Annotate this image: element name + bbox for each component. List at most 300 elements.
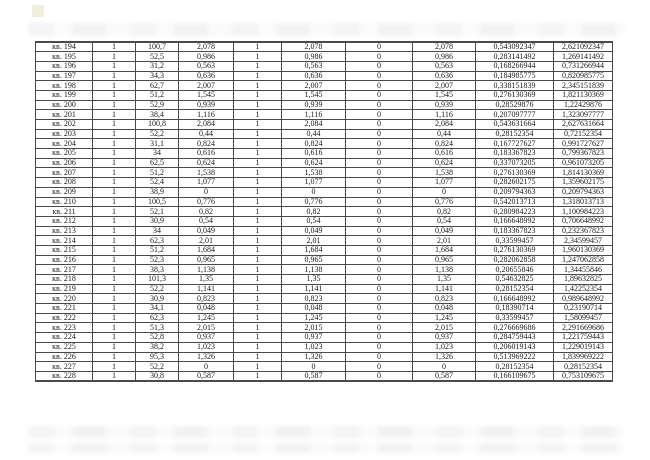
table-cell: 0 bbox=[346, 371, 413, 381]
table-row bbox=[36, 236, 613, 246]
table-cell: 1,141 bbox=[282, 284, 346, 294]
table-cell: 2,007 bbox=[413, 81, 476, 91]
table-cell: 0,44 bbox=[413, 129, 476, 139]
table-cell: 1,138 bbox=[282, 265, 346, 275]
table-cell: 1,545 bbox=[179, 90, 234, 100]
table-cell: 0,284759443 bbox=[476, 333, 554, 343]
table-cell: 0,54 bbox=[179, 216, 234, 226]
table-cell: 1 bbox=[234, 333, 282, 343]
table-cell: 1,023 bbox=[282, 342, 346, 352]
table-cell: 1,326 bbox=[282, 352, 346, 362]
table-cell: 0,338151839 bbox=[476, 81, 554, 91]
table-cell: 1 bbox=[93, 178, 136, 188]
table-cell: 0,636 bbox=[413, 71, 476, 81]
table-cell: 1 bbox=[234, 129, 282, 139]
table-cell: 1,023 bbox=[413, 342, 476, 352]
table-row bbox=[36, 52, 613, 62]
table-cell: 52,8 bbox=[136, 333, 179, 343]
table-cell: 38,2 bbox=[136, 342, 179, 352]
table-row bbox=[36, 371, 613, 381]
table-cell: 1 bbox=[93, 81, 136, 91]
table-cell: 0,048 bbox=[282, 304, 346, 314]
table-cell: 0,543631664 bbox=[476, 120, 554, 130]
table-cell: 0,54 bbox=[282, 216, 346, 226]
table-cell: 1 bbox=[234, 207, 282, 217]
table-cell: 1 bbox=[93, 120, 136, 130]
row-label: кв. 198 bbox=[36, 81, 93, 91]
table-cell: 0,587 bbox=[413, 371, 476, 381]
table-cell: 0 bbox=[346, 304, 413, 314]
table-cell: 0,167727627 bbox=[476, 139, 554, 149]
table-cell: 1 bbox=[234, 236, 282, 246]
table-cell: 0,209794363 bbox=[476, 187, 554, 197]
table-cell: 0,283141492 bbox=[476, 52, 554, 62]
table-row bbox=[36, 158, 613, 168]
table-cell: 0,049 bbox=[282, 226, 346, 236]
apartments-table bbox=[35, 41, 613, 382]
table-row bbox=[36, 129, 613, 139]
table-cell: 0,276669686 bbox=[476, 323, 554, 333]
table-cell: 0,937 bbox=[179, 333, 234, 343]
table-cell: 62,7 bbox=[136, 81, 179, 91]
table-cell: 1 bbox=[234, 168, 282, 178]
table-cell: 0,184985775 bbox=[476, 71, 554, 81]
table-cell: 0 bbox=[346, 110, 413, 120]
table-cell: 0,168266944 bbox=[476, 61, 554, 71]
table-row bbox=[36, 275, 613, 285]
table-cell: 30,9 bbox=[136, 216, 179, 226]
table-cell: 0 bbox=[346, 313, 413, 323]
scan-artifact-top bbox=[28, 23, 624, 36]
row-label: кв. 215 bbox=[36, 245, 93, 255]
table-cell: 0 bbox=[282, 187, 346, 197]
table-cell: 0,937 bbox=[413, 333, 476, 343]
table-cell: 0,207097777 bbox=[476, 110, 554, 120]
table-cell: 1,35 bbox=[413, 275, 476, 285]
table-cell: 0,824 bbox=[413, 139, 476, 149]
table-cell: 0,823 bbox=[179, 294, 234, 304]
table-cell: 1 bbox=[93, 71, 136, 81]
table-cell: 1,247062858 bbox=[554, 255, 613, 265]
table-cell: 0 bbox=[346, 81, 413, 91]
table-row bbox=[36, 323, 613, 333]
table-cell: 0,166109675 bbox=[476, 371, 554, 381]
table-cell: 0 bbox=[282, 362, 346, 372]
table-cell: 0 bbox=[346, 362, 413, 372]
table-cell: 1 bbox=[93, 352, 136, 362]
table-cell: 0,776 bbox=[282, 197, 346, 207]
table-cell: 1 bbox=[93, 216, 136, 226]
table-cell: 0,776 bbox=[179, 197, 234, 207]
table-cell: 1 bbox=[93, 294, 136, 304]
table-row bbox=[36, 71, 613, 81]
table-cell: 34 bbox=[136, 226, 179, 236]
table-cell: 51,2 bbox=[136, 245, 179, 255]
table-cell: 2,015 bbox=[413, 323, 476, 333]
table-cell: 2,084 bbox=[282, 120, 346, 130]
row-label: кв. 210 bbox=[36, 197, 93, 207]
table-row bbox=[36, 294, 613, 304]
table-cell: 1 bbox=[93, 284, 136, 294]
table-cell: 62,3 bbox=[136, 313, 179, 323]
table-cell: 0,616 bbox=[282, 149, 346, 159]
table-cell: 1,58099457 bbox=[554, 313, 613, 323]
row-label: кв. 197 bbox=[36, 71, 93, 81]
table-cell: 0 bbox=[346, 168, 413, 178]
table-cell: 1 bbox=[93, 168, 136, 178]
table-cell: 0,33599457 bbox=[476, 236, 554, 246]
table-cell: 1 bbox=[234, 245, 282, 255]
table-cell: 1 bbox=[93, 313, 136, 323]
table-cell: 1,89632825 bbox=[554, 275, 613, 285]
table-cell: 0,206019143 bbox=[476, 342, 554, 352]
table-cell: 1 bbox=[234, 90, 282, 100]
table-cell: 62,3 bbox=[136, 236, 179, 246]
table-cell: 31,1 bbox=[136, 139, 179, 149]
table-row bbox=[36, 139, 613, 149]
table-cell: 1 bbox=[93, 323, 136, 333]
table-cell: 0,166648992 bbox=[476, 294, 554, 304]
table-cell: 1 bbox=[93, 304, 136, 314]
table-cell: 0,624 bbox=[413, 158, 476, 168]
table-cell: 2,345151839 bbox=[554, 81, 613, 91]
table-cell: 2,015 bbox=[282, 323, 346, 333]
table-cell: 0 bbox=[346, 129, 413, 139]
table-cell: 0 bbox=[346, 342, 413, 352]
table-cell: 0,753109675 bbox=[554, 371, 613, 381]
table-row bbox=[36, 187, 613, 197]
table-cell: 0 bbox=[346, 245, 413, 255]
table-cell: 2,015 bbox=[179, 323, 234, 333]
table-cell: 1 bbox=[234, 226, 282, 236]
table-cell: 1,35 bbox=[282, 275, 346, 285]
table-cell: 0,965 bbox=[282, 255, 346, 265]
table-cell: 2,34599457 bbox=[554, 236, 613, 246]
table-cell: 0,563 bbox=[282, 61, 346, 71]
table-cell: 0,28152354 bbox=[554, 362, 613, 372]
table-cell: 0 bbox=[346, 52, 413, 62]
table-cell: 0,28152354 bbox=[476, 129, 554, 139]
row-label: кв. 214 bbox=[36, 236, 93, 246]
table-cell: 0,44 bbox=[282, 129, 346, 139]
table-cell: 1 bbox=[234, 304, 282, 314]
table-cell: 1 bbox=[234, 362, 282, 372]
table-row bbox=[36, 90, 613, 100]
table-cell: 34,3 bbox=[136, 71, 179, 81]
table-cell: 1,077 bbox=[179, 178, 234, 188]
table-cell: 2,01 bbox=[413, 236, 476, 246]
table-cell: 0 bbox=[346, 333, 413, 343]
row-label: кв. 206 bbox=[36, 158, 93, 168]
table-cell: 0 bbox=[346, 216, 413, 226]
table-cell: 0,049 bbox=[179, 226, 234, 236]
table-cell: 1,22429876 bbox=[554, 100, 613, 110]
table-cell: 1,077 bbox=[413, 178, 476, 188]
table-cell: 52,3 bbox=[136, 255, 179, 265]
table-cell: 0 bbox=[346, 178, 413, 188]
table-cell: 1 bbox=[234, 371, 282, 381]
table-cell: 51,2 bbox=[136, 90, 179, 100]
table-cell: 1 bbox=[93, 245, 136, 255]
row-label: кв. 207 bbox=[36, 168, 93, 178]
table-cell: 1,141 bbox=[413, 284, 476, 294]
table-cell: 0,183367823 bbox=[476, 149, 554, 159]
table-cell: 38,3 bbox=[136, 265, 179, 275]
table-cell: 0,824 bbox=[179, 139, 234, 149]
row-label: кв. 217 bbox=[36, 265, 93, 275]
table-row bbox=[36, 197, 613, 207]
row-label: кв. 204 bbox=[36, 139, 93, 149]
table-cell: 51,3 bbox=[136, 323, 179, 333]
table-cell: 1,35 bbox=[179, 275, 234, 285]
table-cell: 101,3 bbox=[136, 275, 179, 285]
table-cell: 1 bbox=[93, 42, 136, 52]
row-label: кв. 222 bbox=[36, 313, 93, 323]
table-cell: 0,54 bbox=[413, 216, 476, 226]
table-row bbox=[36, 265, 613, 275]
table-cell: 1 bbox=[234, 216, 282, 226]
table-cell: 0,276130369 bbox=[476, 90, 554, 100]
table-cell: 1 bbox=[93, 90, 136, 100]
table-cell: 1 bbox=[93, 275, 136, 285]
table-cell: 1,326 bbox=[413, 352, 476, 362]
table-cell: 1,116 bbox=[282, 110, 346, 120]
table-cell: 1 bbox=[93, 100, 136, 110]
table-row bbox=[36, 216, 613, 226]
table-row bbox=[36, 168, 613, 178]
table-cell: 0,824 bbox=[282, 139, 346, 149]
table-cell: 2,007 bbox=[282, 81, 346, 91]
row-label: кв. 218 bbox=[36, 275, 93, 285]
table-row bbox=[36, 304, 613, 314]
table-cell: 1,538 bbox=[413, 168, 476, 178]
table-cell: 1 bbox=[234, 342, 282, 352]
table-cell: 2,078 bbox=[413, 42, 476, 52]
table-cell: 1 bbox=[234, 81, 282, 91]
row-label: кв. 201 bbox=[36, 110, 93, 120]
row-label: кв. 205 bbox=[36, 149, 93, 159]
row-label: кв. 224 bbox=[36, 333, 93, 343]
table-cell: 1 bbox=[234, 71, 282, 81]
table-cell: 62,5 bbox=[136, 158, 179, 168]
table-row bbox=[36, 284, 613, 294]
table-cell: 0,282062858 bbox=[476, 255, 554, 265]
table-cell: 2,084 bbox=[413, 120, 476, 130]
table-cell: 0,587 bbox=[179, 371, 234, 381]
table-row bbox=[36, 42, 613, 52]
table-cell: 0 bbox=[346, 42, 413, 52]
table-row bbox=[36, 255, 613, 265]
table-cell: 0,54632825 bbox=[476, 275, 554, 285]
table-row bbox=[36, 245, 613, 255]
table-cell: 1 bbox=[93, 226, 136, 236]
table-cell: 30,9 bbox=[136, 294, 179, 304]
table-cell: 1 bbox=[234, 61, 282, 71]
table-cell: 0 bbox=[346, 139, 413, 149]
table-cell: 95,3 bbox=[136, 352, 179, 362]
table-row bbox=[36, 342, 613, 352]
table-row bbox=[36, 362, 613, 372]
table-cell: 1,359602175 bbox=[554, 178, 613, 188]
table-cell: 0,276130369 bbox=[476, 168, 554, 178]
table-cell: 1 bbox=[93, 362, 136, 372]
table-cell: 38,4 bbox=[136, 110, 179, 120]
table-cell: 1 bbox=[234, 139, 282, 149]
table-cell: 1 bbox=[234, 275, 282, 285]
table-cell: 0,986 bbox=[179, 52, 234, 62]
table-cell: 0,048 bbox=[179, 304, 234, 314]
table-cell: 1,269141492 bbox=[554, 52, 613, 62]
table-cell: 0,823 bbox=[282, 294, 346, 304]
table-cell: 0,776 bbox=[413, 197, 476, 207]
table-cell: 0,939 bbox=[179, 100, 234, 110]
table-cell: 0 bbox=[346, 226, 413, 236]
table-cell: 1 bbox=[234, 120, 282, 130]
table-cell: 0,209794363 bbox=[554, 187, 613, 197]
table-cell: 0,23190714 bbox=[554, 304, 613, 314]
row-label: кв. 228 bbox=[36, 371, 93, 381]
table-cell: 1,545 bbox=[413, 90, 476, 100]
table-cell: 0,991727627 bbox=[554, 139, 613, 149]
table-cell: 0,989648992 bbox=[554, 294, 613, 304]
table-cell: 1,684 bbox=[282, 245, 346, 255]
row-label: кв. 226 bbox=[36, 352, 93, 362]
table-cell: 0,986 bbox=[282, 52, 346, 62]
row-label: кв. 212 bbox=[36, 216, 93, 226]
table-cell: 0,049 bbox=[413, 226, 476, 236]
table-cell: 0 bbox=[413, 187, 476, 197]
table-cell: 0,706648992 bbox=[554, 216, 613, 226]
table-cell: 0 bbox=[346, 255, 413, 265]
table-cell: 0,183367823 bbox=[476, 226, 554, 236]
table-cell: 52,4 bbox=[136, 178, 179, 188]
table-cell: 1,245 bbox=[413, 313, 476, 323]
table-cell: 0,636 bbox=[282, 71, 346, 81]
table-cell: 1,538 bbox=[282, 168, 346, 178]
table-cell: 1 bbox=[234, 158, 282, 168]
table-cell: 0,965 bbox=[179, 255, 234, 265]
table-cell: 0,72152354 bbox=[554, 129, 613, 139]
table-cell: 52,5 bbox=[136, 52, 179, 62]
table-cell: 0,616 bbox=[413, 149, 476, 159]
table-cell: 2,078 bbox=[282, 42, 346, 52]
table-cell: 0,20655846 bbox=[476, 265, 554, 275]
table-row bbox=[36, 81, 613, 91]
table-cell: 0 bbox=[413, 362, 476, 372]
row-label: кв. 213 bbox=[36, 226, 93, 236]
table-cell: 0,965 bbox=[413, 255, 476, 265]
table-cell: 1 bbox=[93, 61, 136, 71]
table-cell: 100,5 bbox=[136, 197, 179, 207]
row-label: кв. 219 bbox=[36, 284, 93, 294]
table-cell: 1 bbox=[93, 342, 136, 352]
table-cell: 1 bbox=[234, 42, 282, 52]
row-label: кв. 209 bbox=[36, 187, 93, 197]
table-cell: 2,007 bbox=[179, 81, 234, 91]
table-cell: 0,276130369 bbox=[476, 245, 554, 255]
table-cell: 0,986 bbox=[413, 52, 476, 62]
table-cell: 1,245 bbox=[179, 313, 234, 323]
table-cell: 0 bbox=[346, 61, 413, 71]
table-cell: 52,2 bbox=[136, 284, 179, 294]
table-cell: 0,28152354 bbox=[476, 362, 554, 372]
row-label: кв. 225 bbox=[36, 342, 93, 352]
table-cell: 1 bbox=[234, 352, 282, 362]
table-cell: 0 bbox=[179, 362, 234, 372]
table-cell: 2,01 bbox=[179, 236, 234, 246]
table-cell: 0,616 bbox=[179, 149, 234, 159]
table-cell: 1 bbox=[234, 110, 282, 120]
table-cell: 1,545 bbox=[282, 90, 346, 100]
table-cell: 1,023 bbox=[179, 342, 234, 352]
table-cell: 0 bbox=[346, 284, 413, 294]
table-cell: 0,33599457 bbox=[476, 313, 554, 323]
table-cell: 1,100984223 bbox=[554, 207, 613, 217]
row-label: кв. 223 bbox=[36, 323, 93, 333]
table-cell: 1,138 bbox=[413, 265, 476, 275]
table-cell: 1,42252354 bbox=[554, 284, 613, 294]
table-cell: 0 bbox=[346, 149, 413, 159]
table-row bbox=[36, 352, 613, 362]
table-cell: 1,141 bbox=[179, 284, 234, 294]
row-label: кв. 199 bbox=[36, 90, 93, 100]
table-cell: 1,318013713 bbox=[554, 197, 613, 207]
table-cell: 1 bbox=[93, 207, 136, 217]
table-cell: 2,621092347 bbox=[554, 42, 613, 52]
row-label: кв. 227 bbox=[36, 362, 93, 372]
table-cell: 1,684 bbox=[413, 245, 476, 255]
table-cell: 1 bbox=[93, 110, 136, 120]
row-label: кв. 216 bbox=[36, 255, 93, 265]
row-label: кв. 202 bbox=[36, 120, 93, 130]
table-cell: 1 bbox=[93, 265, 136, 275]
table-cell: 30,8 bbox=[136, 371, 179, 381]
table-row bbox=[36, 333, 613, 343]
table-cell: 38,9 bbox=[136, 187, 179, 197]
highlight-marker bbox=[32, 5, 44, 17]
table-cell: 0 bbox=[346, 352, 413, 362]
table-cell: 0 bbox=[346, 323, 413, 333]
table-cell: 1,138 bbox=[179, 265, 234, 275]
table-cell: 0,048 bbox=[413, 304, 476, 314]
table-row bbox=[36, 207, 613, 217]
table-cell: 1 bbox=[93, 139, 136, 149]
table-cell: 0,44 bbox=[179, 129, 234, 139]
table-cell: 0 bbox=[346, 158, 413, 168]
row-label: кв. 195 bbox=[36, 52, 93, 62]
table-cell: 1 bbox=[93, 197, 136, 207]
table-cell: 0,961073205 bbox=[554, 158, 613, 168]
table-row bbox=[36, 178, 613, 188]
table-cell: 1,326 bbox=[179, 352, 234, 362]
table-cell: 1 bbox=[234, 187, 282, 197]
table-cell: 0,280984223 bbox=[476, 207, 554, 217]
table-cell: 1 bbox=[93, 52, 136, 62]
table-cell: 0,939 bbox=[413, 100, 476, 110]
table-row bbox=[36, 226, 613, 236]
table-cell: 0 bbox=[346, 236, 413, 246]
table-cell: 0,636 bbox=[179, 71, 234, 81]
table-cell: 0,542013713 bbox=[476, 197, 554, 207]
table-cell: 1,323097777 bbox=[554, 110, 613, 120]
table-cell: 1,538 bbox=[179, 168, 234, 178]
table-cell: 0,282602175 bbox=[476, 178, 554, 188]
table-cell: 1 bbox=[234, 197, 282, 207]
table-cell: 0 bbox=[346, 90, 413, 100]
table-cell: 0,823 bbox=[413, 294, 476, 304]
row-label: кв. 208 bbox=[36, 178, 93, 188]
table-cell: 0,937 bbox=[282, 333, 346, 343]
